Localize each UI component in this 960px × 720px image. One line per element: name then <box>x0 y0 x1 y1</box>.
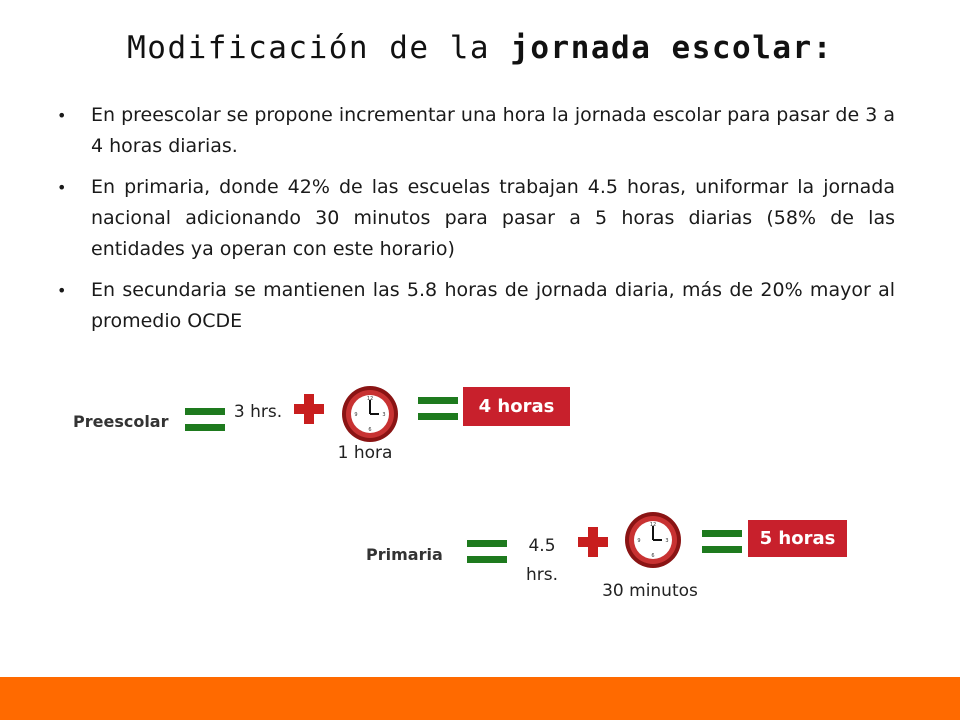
bullet-text: En primaria, donde 42% de las escuelas trabajan 4.5 horas, uniformar la jornada nacional adicionando 30 minutos para pasar a 5 horas diarias (58% de las entidades ya operan con este horario) <box>91 176 895 260</box>
bullet-dot-icon: • <box>57 178 67 197</box>
clock-icon <box>341 385 399 443</box>
plus-icon <box>294 394 324 424</box>
svg-text:9: 9 <box>637 538 641 544</box>
primaria-label: Primaria <box>366 545 443 564</box>
bullet-list <box>55 100 895 347</box>
bullet-item <box>55 275 895 337</box>
equals-icon <box>185 408 225 431</box>
bullet-item <box>55 100 895 162</box>
svg-text:6: 6 <box>651 553 655 559</box>
svg-text:12: 12 <box>649 522 657 528</box>
equals-icon <box>702 530 742 553</box>
svg-text:9: 9 <box>354 412 358 418</box>
bullet-text: En preescolar se propone incrementar una hora la jornada escolar para pasar de 3 a 4 horas diarias. <box>91 104 895 157</box>
title-part2: jornada escolar: <box>510 30 833 66</box>
title-part1: Modificación de la <box>127 30 511 66</box>
preescolar-added: 1 hora <box>337 443 393 463</box>
bullet-dot-icon: • <box>57 281 67 300</box>
primaria-result-badge: 5 horas <box>748 520 847 557</box>
svg-text:12: 12 <box>366 396 374 402</box>
preescolar-base: 3 hrs. <box>233 402 283 422</box>
page-title <box>0 30 960 66</box>
svg-text:3: 3 <box>382 412 386 418</box>
bullet-item <box>55 172 895 265</box>
svg-text:6: 6 <box>368 427 372 433</box>
footer-bar <box>0 677 960 720</box>
clock-icon <box>624 511 682 569</box>
svg-text:3: 3 <box>665 538 669 544</box>
equals-icon <box>418 397 458 420</box>
bullet-dot-icon: • <box>57 106 67 125</box>
preescolar-label: Preescolar <box>73 412 169 431</box>
preescolar-result-badge: 4 horas <box>463 387 570 426</box>
bullet-text: En secundaria se mantienen las 5.8 horas de jornada diaria, más de 20% mayor al promedio OCDE <box>91 279 895 332</box>
equals-icon <box>467 540 507 563</box>
plus-icon <box>578 527 608 557</box>
primaria-base: 4.5 hrs. <box>525 536 559 585</box>
primaria-added: 30 minutos <box>602 581 698 601</box>
